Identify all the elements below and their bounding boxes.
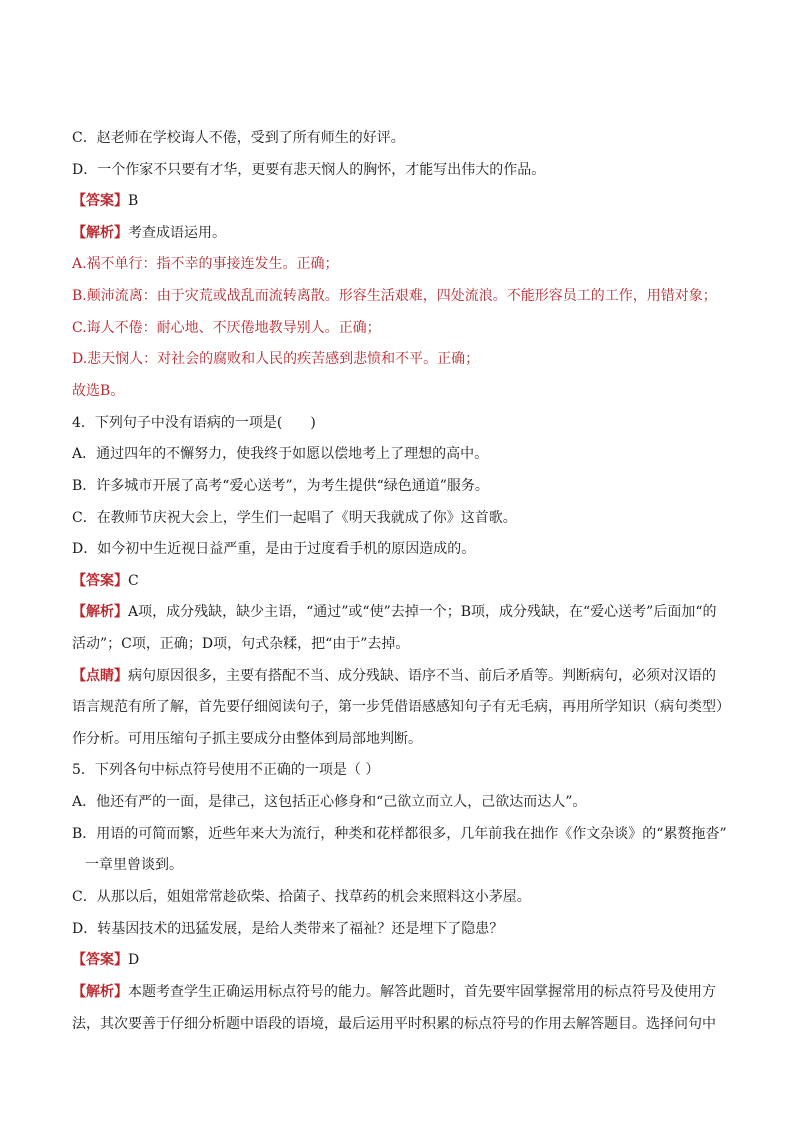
analysis-tag: 【解析】 <box>72 984 128 1000</box>
analysis-text: 考查成语运用。 <box>128 225 226 241</box>
q5-option-b-line-1: B．用语的可简而繁，近些年来大为流行，种类和花样都很多，几年前我在拙作《作文杂谈》的“累赘拖沓” <box>72 826 727 842</box>
q4-analysis-line-2: 活动”；C项，正确；D项，句式杂糅，把“由于”去掉。 <box>72 636 410 652</box>
q3-answer <box>72 191 734 211</box>
q5-stem: 5．下列各句中标点符号使用不正确的一项是（ ） <box>72 762 380 778</box>
q3-note-c: C.诲人不倦：耐心地、不厌倦地教导别人。正确； <box>72 320 381 336</box>
q4-tip-line-3: 作分析。可用压缩句子抓主要成分由整体到局部地判断。 <box>72 731 422 747</box>
answer-tag: 【答案】 <box>72 193 128 209</box>
q5-option-d: D．转基因技术的迅猛发展，是给人类带来了福祉？还是埋下了隐患？ <box>72 921 504 937</box>
tip-text: 病句原因很多，主要有搭配不当、成分残缺、语序不当、前后矛盾等。判断病句，必须对汉语的 <box>128 668 716 684</box>
analysis-tag: 【解析】 <box>72 225 128 241</box>
q3-note-a: A.祸不单行：指不幸的事接连发生。正确； <box>72 256 339 272</box>
q5-answer <box>72 950 734 970</box>
q4-analysis-line-1 <box>72 602 734 622</box>
q4-option-a: A．通过四年的不懈努力，使我终于如愿以偿地考上了理想的高中。 <box>72 446 489 462</box>
q5-option-b-line-2: 一章里曾谈到。 <box>85 857 183 873</box>
q4-option-c: C．在教师节庆祝大会上，学生们一起唱了《明天我就成了你》这首歌。 <box>72 510 517 526</box>
q3-analysis <box>72 223 734 243</box>
answer-value: B <box>128 193 139 209</box>
q4-stem: 4．下列句子中没有语病的一项是( ) <box>72 415 316 431</box>
q4-option-b: B．许多城市开展了高考“爱心送考”，为考生提供“绿色通道”服务。 <box>72 478 489 494</box>
analysis-text: 本题考查学生正确运用标点符号的能力。解答此题时，首先要牢固掌握常用的标点符号及使用方 <box>128 984 716 1000</box>
answer-value: D <box>128 952 140 968</box>
answer-tag: 【答案】 <box>72 573 128 589</box>
tip-tag: 【点睛】 <box>72 668 128 684</box>
answer-value: C <box>128 573 139 589</box>
q3-note-d: D.悲天悯人：对社会的腐败和人民的疾苦感到悲愤和不平。正确； <box>72 351 480 367</box>
q3-option-d: D．一个作家不只要有才华，更要有悲天悯人的胸怀，才能写出伟大的作品。 <box>72 162 546 178</box>
q5-option-a: A．他还有严的一面，是律己，这包括正心修身和“己欲立而立人，己欲达而达人”。 <box>72 794 587 810</box>
q5-option-c: C．从那以后，姐姐常常趁砍柴、拾菌子、找草药的机会来照料这小茅屋。 <box>72 889 531 905</box>
q3-note-b: B.颠沛流离：由于灾荒或战乱而流转离散。形容生活艰难，四处流浪。不能形容员工的工作，用错对象； <box>72 288 717 304</box>
answer-tag: 【答案】 <box>72 952 128 968</box>
q4-answer <box>72 571 734 591</box>
analysis-text: A项，成分残缺，缺少主语，“通过”或“使”去掉一个；B项，成分残缺，在“爱心送考”后面加“的 <box>128 604 717 620</box>
q5-analysis-line-2: 法，其次要善于仔细分析题中语段的语境，最后运用平时积累的标点符号的作用去解答题目。选择问句中 <box>72 1016 716 1032</box>
analysis-tag: 【解析】 <box>72 604 128 620</box>
q3-conclusion: 故选B。 <box>72 383 125 399</box>
q4-tip-line-1 <box>72 666 734 686</box>
q5-analysis-line-1 <box>72 982 734 1002</box>
q4-tip-line-2: 语言规范有所了解，首先要仔细阅读句子，第一步凭借语感感知句子有无毛病，再用所学知识（病句类型） <box>72 699 730 715</box>
q4-option-d: D．如今初中生近视日益严重，是由于过度看手机的原因造成的。 <box>72 541 476 557</box>
q3-option-c: C．赵老师在学校诲人不倦，受到了所有师生的好评。 <box>72 130 405 146</box>
